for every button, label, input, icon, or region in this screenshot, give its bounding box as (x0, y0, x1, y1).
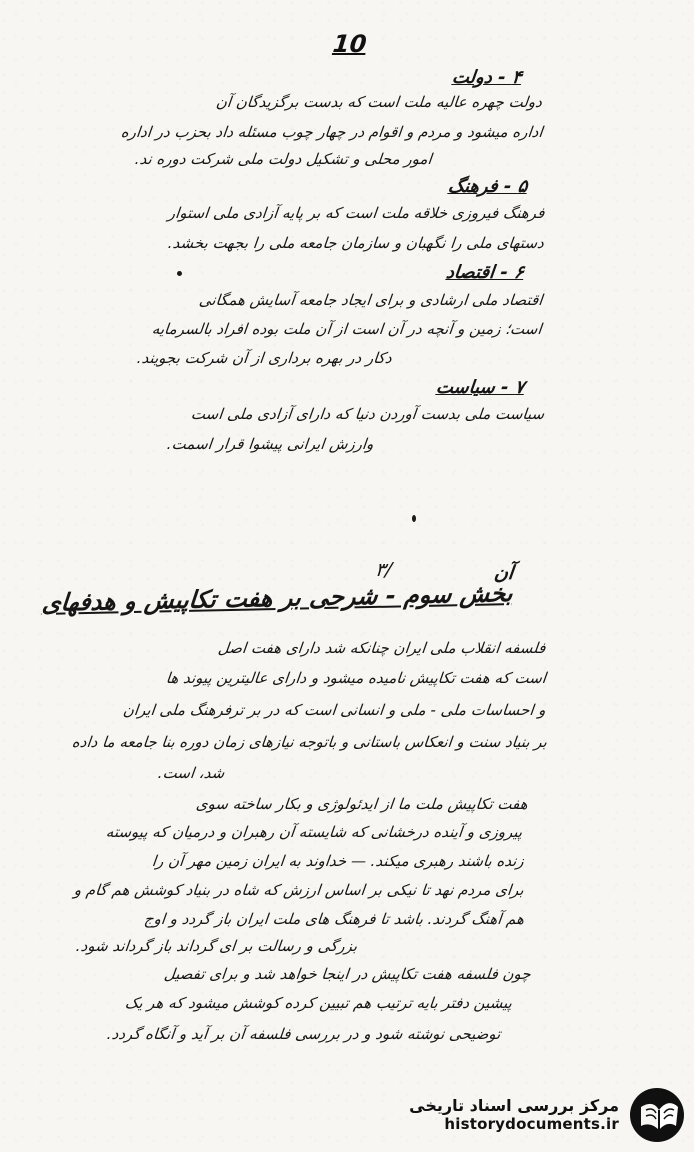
section-5-line-2: دستهای ملی را نگهبان و سازمان جامعه ملی را بجهت بخشد. (167, 234, 546, 252)
ink-dot (177, 271, 182, 276)
section-4-line-1: دولت چهره عالیه ملت است که بدست برگزیدگان آن (215, 93, 544, 111)
section-7-line-1: سیاست ملی بدست آوردن دنیا که دارای آزادی ملی است (189, 405, 546, 423)
part-three-paragraph-2-line-1: هفت تکاپیش ملت ما از ایدئولوژی و بکار ساخته سوی (195, 795, 530, 813)
section-5-heading: ۵ - فرهنگ (446, 176, 529, 197)
section-4-line-2: اداره میشود و مردم و اقوام در چهار چوب مسئله داد بحزب در اداره (120, 123, 545, 141)
part-three-marker: ۳/ (374, 559, 394, 581)
book-shield-icon (628, 1086, 686, 1144)
section-7-heading: ۷ - سیاست (434, 377, 526, 398)
part-three-paragraph-1-line-3: و احساسات ملی - ملی و انسانی است که در بر ترفرهنگ ملی ایران (122, 701, 548, 719)
part-three-title-line-2: بخش سوم - شرحی بر هفت تکاپیش و هدفهای (41, 579, 515, 617)
part-three-paragraph-3-line-3: توضیحی نوشته شود و در بررسی فلسفه آن بر آید و آنگاه گردد. (105, 1025, 502, 1043)
part-three-paragraph-1-line-5: شد، است. (156, 764, 226, 782)
part-three-paragraph-1-line-4: بر بنیاد سنت و انعکاس باستانی و باتوجه نیازهای زمان دوره بنا جامعه ما داده (71, 733, 549, 751)
page-number: 10 (331, 30, 368, 58)
section-6-line-2: است؛ زمین و آنچه در آن است از آن ملت بوده افراد بالسرمایه (151, 320, 544, 338)
section-6-heading: ۶ - اقتصاد (445, 262, 526, 283)
watermark-title: مرکز بررسی اسناد تاریخی (409, 1096, 619, 1116)
section-7-line-2: وارزش ایرانی پیشوا قرار اسمت. (166, 435, 376, 453)
section-6-line-3: دکار در بهره برداری از آن شرکت بجویند. (136, 349, 394, 367)
part-three-paragraph-2-line-2: پیروزی و آینده درخشانی که شایسته آن رهبران و درمیان که پیوسته (104, 823, 524, 841)
part-three-paragraph-2-line-5: هم آهنگ گردند. باشد تا فرهنگ های ملت ایران باز گردد و اوج (142, 910, 526, 928)
part-three-paragraph-1-line-2: است که هفت تکاپیش نامیده میشود و دارای عالیترین پیوند ها (165, 669, 548, 687)
watermark-url: historydocuments.ir (444, 1114, 619, 1133)
part-three-paragraph-3-line-2: پیشین دفتر بایه ترتیب هم تبیین کرده کوشش میشود که هر یک (124, 994, 514, 1012)
ink-mark (412, 515, 416, 522)
part-three-title-line-1: آن (492, 562, 515, 584)
part-three-paragraph-3-line-1: چون فلسفه هفت تکاپیش در اینجا خواهد شد و برای تفصیل (163, 965, 533, 983)
part-three-paragraph-2-line-4: برای مردم نهد تا نیکی بر اساس ارزش که شاه در بنیاد کوشش هم گام و (73, 881, 526, 899)
section-4-heading: ۴ - دولت (451, 67, 524, 88)
section-6-line-1: اقتصاد ملی ارشادی و برای ایجاد جامعه آسایش همگانی (197, 291, 544, 309)
section-4-line-3: امور محلی و تشکیل دولت ملی شرکت دوره ند. (134, 150, 434, 168)
section-5-line-1: فرهنگ فیروزی خلاقه ملت است که بر پایه آزادی ملی استوار (166, 204, 546, 222)
watermark-text (409, 1097, 619, 1133)
part-three-paragraph-1-line-1: فلسفه انقلاب ملی ایران چنانکه شد دارای هفت اصل (216, 639, 547, 657)
historydocuments-watermark (402, 1086, 686, 1144)
part-three-paragraph-2-line-6: بزرگی و رسالت بر ای گرداند باز گرداند شود. (74, 937, 359, 955)
part-three-paragraph-2-line-3: زنده باشند رهبری میکند. — خداوند به ایران زمین مهر آن را (151, 852, 526, 870)
